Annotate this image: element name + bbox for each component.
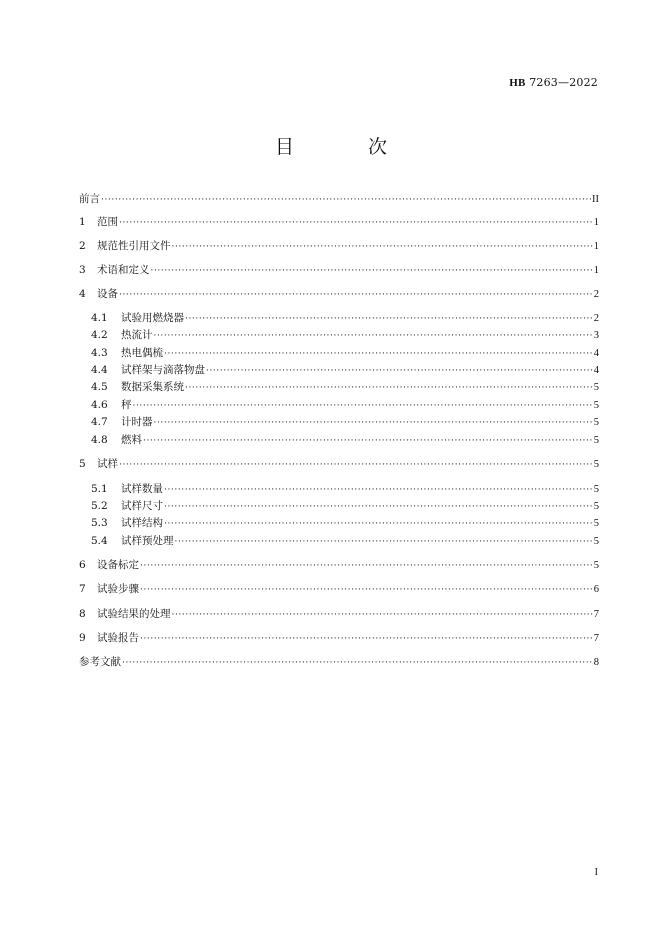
toc-entry-page: 5 bbox=[593, 400, 599, 411]
toc-leader-dots bbox=[164, 346, 593, 362]
toc-entry-page: 5 bbox=[593, 536, 599, 547]
toc-entry-page: 5 bbox=[593, 417, 599, 428]
toc-entry-2[interactable] bbox=[79, 238, 599, 254]
toc-entry-number: 5.2 bbox=[91, 500, 108, 512]
toc-entry-title: 试验步骤 bbox=[97, 583, 139, 595]
toc-entry-number: 5.4 bbox=[91, 535, 108, 547]
toc-entry-4-6[interactable] bbox=[91, 397, 599, 413]
toc-entry-number: 4.8 bbox=[91, 434, 108, 446]
toc-entry-number: 4.7 bbox=[91, 416, 108, 428]
toc-leader-dots bbox=[122, 655, 593, 671]
toc-entry-title: 设备标定 bbox=[97, 559, 139, 571]
toc-entry-5-4[interactable] bbox=[91, 533, 599, 549]
toc-entry-title: 热流计 bbox=[121, 329, 153, 341]
toc-leader-dots bbox=[164, 499, 593, 515]
toc-entry-page: 5 bbox=[593, 518, 599, 529]
toc-entry-4-4[interactable] bbox=[91, 362, 599, 378]
toc-leader-dots bbox=[143, 433, 593, 449]
toc-leader-dots bbox=[140, 558, 593, 574]
toc-entry-page: 5 bbox=[593, 484, 599, 495]
toc-entry-number: 4.6 bbox=[91, 399, 108, 411]
toc-leader-dots bbox=[206, 363, 593, 379]
toc-entry-number: 5 bbox=[79, 458, 86, 470]
toc-leader-dots bbox=[185, 380, 593, 396]
toc-entry-title: 计时器 bbox=[121, 416, 153, 428]
toc-entry-page: 3 bbox=[593, 330, 599, 341]
toc-entry-4-3[interactable] bbox=[91, 345, 599, 361]
toc-entry-4-1[interactable] bbox=[91, 310, 599, 326]
toc-entry-5-1[interactable] bbox=[91, 481, 599, 497]
toc-entry-title: 规范性引用文件 bbox=[97, 240, 171, 252]
toc-entry-page: 1 bbox=[593, 265, 599, 276]
toc-entry-title: 秤 bbox=[121, 399, 132, 411]
toc-entry-title: 试样数量 bbox=[121, 483, 163, 495]
toc-entry-number: 4.3 bbox=[91, 347, 108, 359]
toc-entry-3[interactable] bbox=[79, 262, 599, 278]
toc-entry-number: 8 bbox=[79, 608, 86, 620]
toc-entry-4-5[interactable] bbox=[91, 379, 599, 395]
toc-entry-8[interactable] bbox=[79, 606, 599, 622]
toc-entry-5[interactable] bbox=[79, 456, 599, 472]
toc-entry-title: 试样 bbox=[97, 458, 118, 470]
toc-leader-dots bbox=[154, 415, 593, 431]
toc-leader-dots bbox=[172, 607, 593, 623]
toc-leader-dots bbox=[101, 192, 591, 208]
toc-entry-title: 试样架与滴落物盘 bbox=[121, 364, 205, 376]
toc-entry-4-7[interactable] bbox=[91, 414, 599, 430]
toc-entry-title: 范围 bbox=[97, 216, 118, 228]
toc-entry-9[interactable] bbox=[79, 630, 599, 646]
toc-entry-page: 7 bbox=[593, 633, 599, 644]
toc-leader-dots bbox=[119, 215, 593, 231]
toc-leader-dots bbox=[164, 516, 593, 532]
toc-entry-5-3[interactable] bbox=[91, 515, 599, 531]
toc-entry-title: 试验结果的处理 bbox=[97, 608, 171, 620]
toc-entry-number: 3 bbox=[79, 264, 86, 276]
toc-entry-title: 设备 bbox=[97, 288, 118, 300]
toc-entry-title: 数据采集系统 bbox=[121, 381, 184, 393]
toc-entry-page: 5 bbox=[593, 435, 599, 446]
toc-leader-dots bbox=[164, 482, 593, 498]
toc-entry-number: 4.5 bbox=[91, 381, 108, 393]
toc-entry-6[interactable] bbox=[79, 557, 599, 573]
toc-leader-dots bbox=[133, 398, 593, 414]
toc-entry-title: 参考文献 bbox=[79, 656, 121, 668]
toc-entry-title: 前言 bbox=[79, 193, 100, 205]
toc-entry-number: 4.2 bbox=[91, 329, 108, 341]
toc-entry-title: 试验报告 bbox=[97, 632, 139, 644]
toc-entry-number: 5.3 bbox=[91, 517, 108, 529]
toc-leader-dots bbox=[140, 631, 593, 647]
toc-entry-number: 6 bbox=[79, 559, 86, 571]
toc-entry-page: 6 bbox=[593, 584, 599, 595]
toc-entry-page: 8 bbox=[593, 657, 599, 668]
toc-entry-page: 5 bbox=[593, 382, 599, 393]
toc-entry-page: 1 bbox=[593, 241, 599, 252]
toc-entry-foreword[interactable] bbox=[79, 191, 599, 207]
toc-leader-dots bbox=[140, 582, 593, 598]
toc-leader-dots bbox=[172, 239, 593, 255]
toc-entry-page: 7 bbox=[593, 609, 599, 620]
toc-entry-title: 试样预处理 bbox=[121, 535, 174, 547]
toc-entry-page: 5 bbox=[593, 459, 599, 470]
toc-entry-page: 5 bbox=[593, 501, 599, 512]
toc-entry-number: 5.1 bbox=[91, 483, 108, 495]
toc-entry-title: 试验用燃烧器 bbox=[121, 312, 184, 324]
toc-entry-title: 试样尺寸 bbox=[121, 500, 163, 512]
toc-entry-7[interactable] bbox=[79, 581, 599, 597]
page-number: I bbox=[594, 867, 598, 878]
standard-code-prefix: HB bbox=[509, 77, 526, 89]
page-title: 目 次 bbox=[274, 136, 422, 158]
toc-leader-dots bbox=[154, 328, 593, 344]
toc-entry-page: 4 bbox=[593, 348, 599, 359]
toc-entry-number: 4.4 bbox=[91, 364, 108, 376]
toc-entry-number: 4.1 bbox=[91, 312, 108, 324]
toc-leader-dots bbox=[175, 534, 593, 550]
toc-entry-4-2[interactable] bbox=[91, 327, 599, 343]
toc-entry-title: 试样结构 bbox=[121, 517, 163, 529]
toc-entry-number: 4 bbox=[79, 288, 86, 300]
toc-entry-title: 术语和定义 bbox=[97, 264, 150, 276]
toc-entry-page: 4 bbox=[593, 365, 599, 376]
toc-leader-dots bbox=[119, 457, 593, 473]
toc-entry-number: 2 bbox=[79, 240, 86, 252]
toc-entry-page: 2 bbox=[593, 289, 599, 300]
toc-leader-dots bbox=[119, 287, 593, 303]
toc-entry-page: 1 bbox=[593, 217, 599, 228]
standard-code-number: 7263—2022 bbox=[525, 76, 598, 89]
toc-entry-title: 热电偶梳 bbox=[121, 347, 163, 359]
toc-entry-4-8[interactable] bbox=[91, 432, 599, 448]
toc-entry-page: II bbox=[592, 194, 599, 205]
toc-entry-number: 1 bbox=[79, 216, 86, 228]
toc-entry-5-2[interactable] bbox=[91, 498, 599, 514]
toc-leader-dots bbox=[151, 263, 593, 279]
toc-entry-bibliography[interactable] bbox=[79, 654, 599, 670]
toc-leader-dots bbox=[185, 311, 593, 327]
toc-entry-number: 9 bbox=[79, 632, 86, 644]
toc-entry-title: 燃料 bbox=[121, 434, 142, 446]
toc-entry-1[interactable] bbox=[79, 214, 599, 230]
toc-entry-page: 5 bbox=[593, 560, 599, 571]
toc-entry-number: 7 bbox=[79, 583, 86, 595]
toc-entry-4[interactable] bbox=[79, 286, 599, 302]
toc-entry-page: 2 bbox=[593, 313, 599, 324]
